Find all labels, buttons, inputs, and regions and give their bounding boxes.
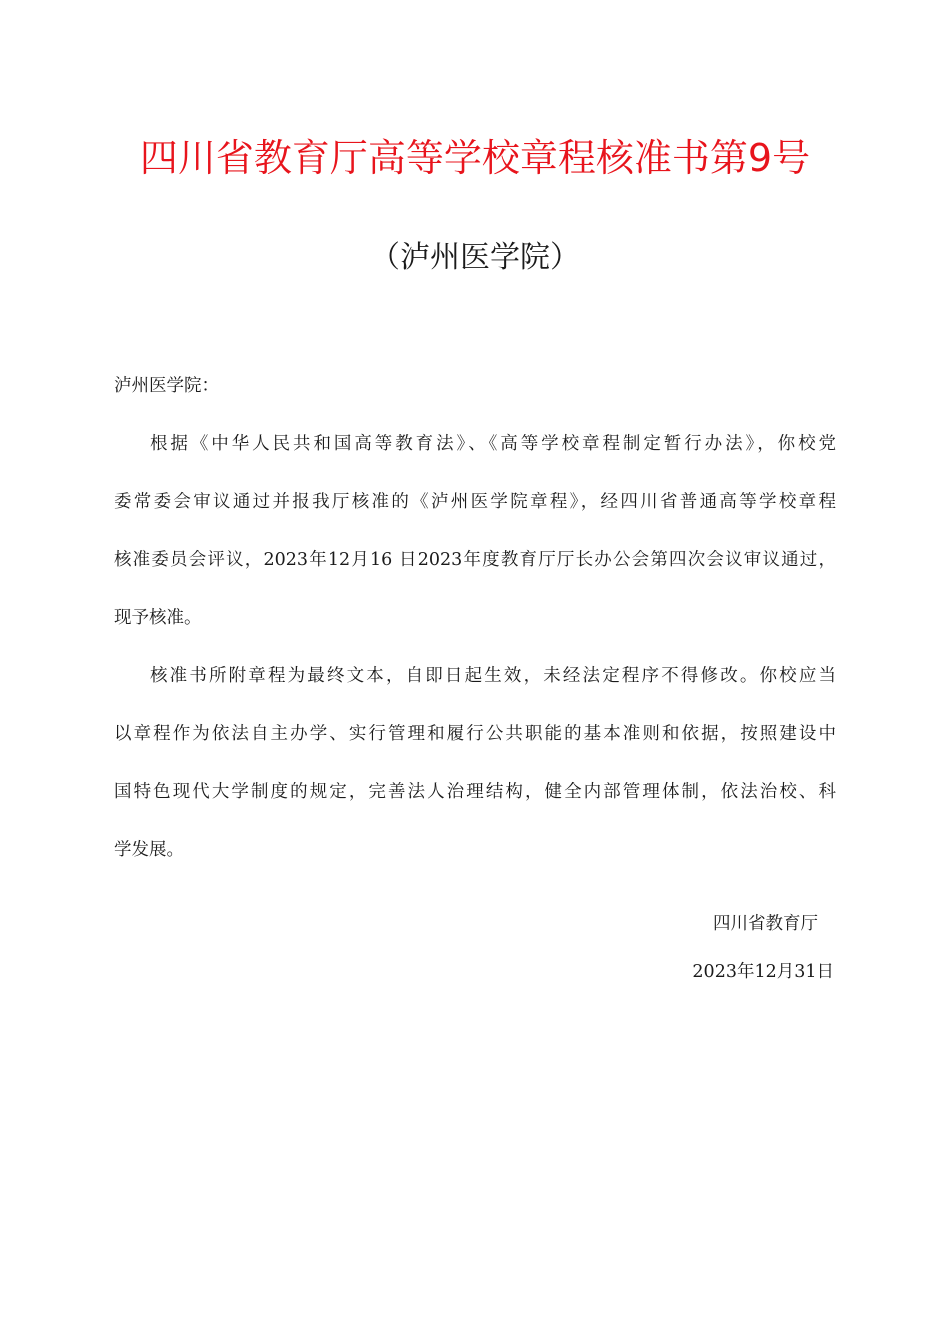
paragraph-2-line-2: 以章程作为依法自主办学、实行管理和履行公共职能的基本准则和依据，按照建设中: [114, 724, 836, 744]
document-date: 2023年12月31日: [692, 962, 834, 982]
salutation: 泸州医学院：: [114, 376, 219, 396]
document-body: [114, 370, 836, 892]
document-title: 四川省教育厅高等学校章程核准书第9号: [139, 136, 811, 180]
paragraph-1-line-3: 核准委员会评议，2023年12月16 日2023年度教育厅厅长办公会第四次会议审议通过，: [114, 550, 836, 570]
signature: 四川省教育厅: [713, 914, 818, 934]
paragraph-2-line-1: 核准书所附章程为最终文本，自即日起生效，未经法定程序不得修改。你校应当: [150, 666, 836, 686]
paragraph-1-line-4: 现予核准。: [114, 608, 202, 628]
paragraph-2-line-4: 学发展。: [114, 840, 184, 860]
paragraph-2-line-3: 国特色现代大学制度的规定，完善法人治理结构，健全内部管理体制，依法治校、科: [114, 782, 836, 802]
paragraph-1-line-1: 根据《中华人民共和国高等教育法》、《高等学校章程制定暂行办法》，你校党: [150, 434, 836, 454]
paragraph-1-line-2: 委常委会审议通过并报我厅核准的《泸州医学院章程》，经四川省普通高等学校章程: [114, 492, 836, 512]
document-subtitle: （泸州医学院）: [370, 240, 580, 275]
